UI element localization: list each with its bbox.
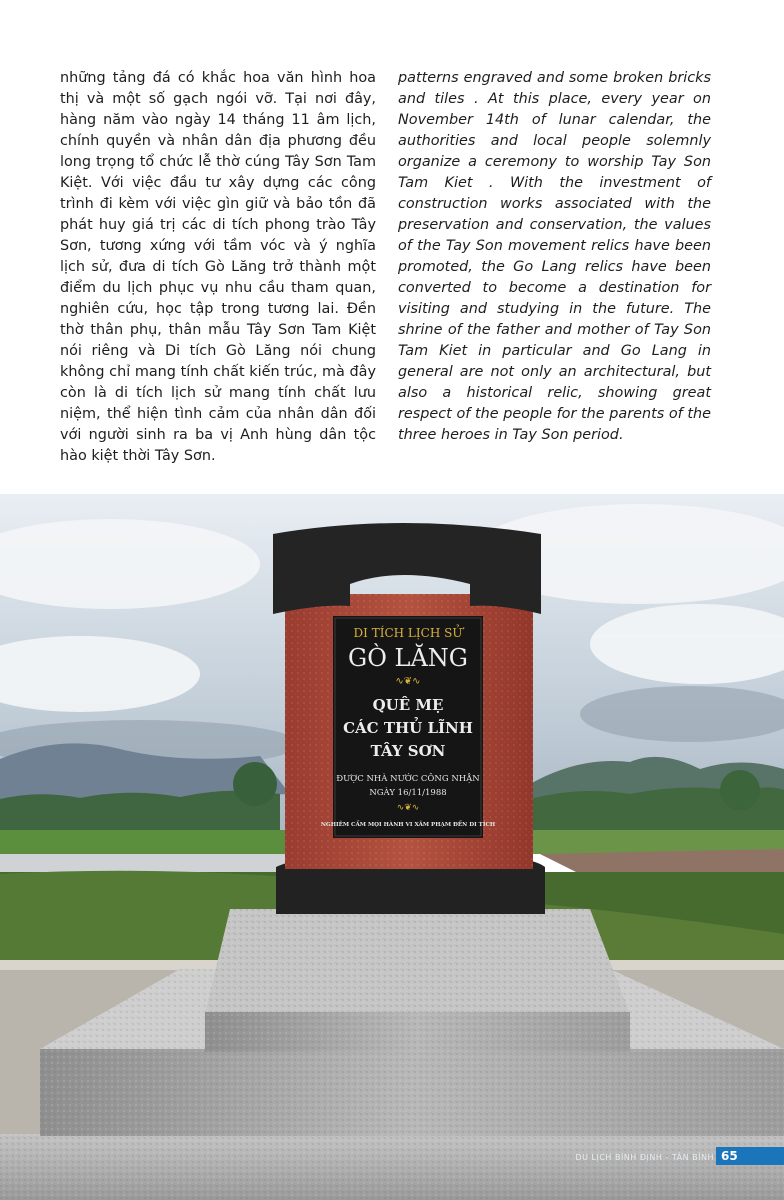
plaque-que-me: QUÊ MẸ xyxy=(372,696,444,714)
plaque-title-small: DI TÍCH LỊCH SỬ xyxy=(353,626,463,640)
plaque-recognition: ĐƯỢC NHÀ NƯỚC CÔNG NHẬN xyxy=(336,774,480,784)
plaque-title-large: GÒ LĂNG xyxy=(348,644,468,672)
vietnamese-text-column: những tảng đá có khắc hoa văn hình hoa thị và một số gạch ngói vỡ. Tại nơi đây, hàng năm vào ngày 14 tháng 11 âm lịch, chính quyền và nhân dân địa phương đều long trọng tổ chức lễ thờ cúng Tây Sơn Tam Kiệt. Với việc đầu tư xây dựng các công trình đi kèm với việc gìn giữ và bảo tồn đã phát huy giá trị các di tích phong trào Tây Sơn, tương xứng với tầm vóc và ý nghĩa lịch sử, đưa di tích Gò Lăng trở thành một điểm du lịch phục vụ nhu cầu tham quan, nghiên cứu, học tập trong tương lai. Đền thờ thân phụ, thân mẫu Tây Sơn Tam Kiệt nói riêng và Di tích Gò Lăng nói chung không chỉ mang tính chất kiến trúc, mà đây còn là di tích lịch sử mang tính chất lưu niệm, thể hiện tình cảm của nhân dân đối với người sinh ra ba vị Anh hùng dân tộc hào kiệt thời Tây Sơn. xyxy=(60,70,376,464)
english-text-column: patterns engraved and some broken bricks and tiles . At this place, every year on November 14th of lunar calendar, the authorities and local people solemnly organize a ceremony to worship Tay Son Tam Kiet . With the investment of construction works associated with the preservation and conservation, the values of the Tay Son movement relics have been promoted, the Go Lang relics have been converted to become a destination for visiting and studying in the future. The shrine of the father and mother of Tay Son Tam Kiet in particular and Go Lang in general are not only an architectural, but also a historical relic, showing great respect of the people for the parents of the three heroes in Tay Son period. xyxy=(398,70,711,443)
plaque-date: NGÀY 16/11/1988 xyxy=(369,788,447,798)
plaque-tay-son: TÂY SƠN xyxy=(370,742,446,760)
plaque-ornament-bottom: ∿❦∿ xyxy=(396,803,420,813)
monument-photo xyxy=(0,494,784,1200)
footer-publication: DU LỊCH BÌNH ĐỊNH - TÂN BÌNH xyxy=(575,1153,714,1162)
plaque-ornament-top: ∿❦∿ xyxy=(395,676,421,687)
page-number: 65 xyxy=(716,1147,784,1165)
plaque-thu-linh: CÁC THỦ LĨNH xyxy=(343,719,473,737)
plaque-warning: NGHIÊM CẤM MỌI HÀNH VI XÂM PHẠM ĐẾN DI TÍCH xyxy=(320,822,496,828)
